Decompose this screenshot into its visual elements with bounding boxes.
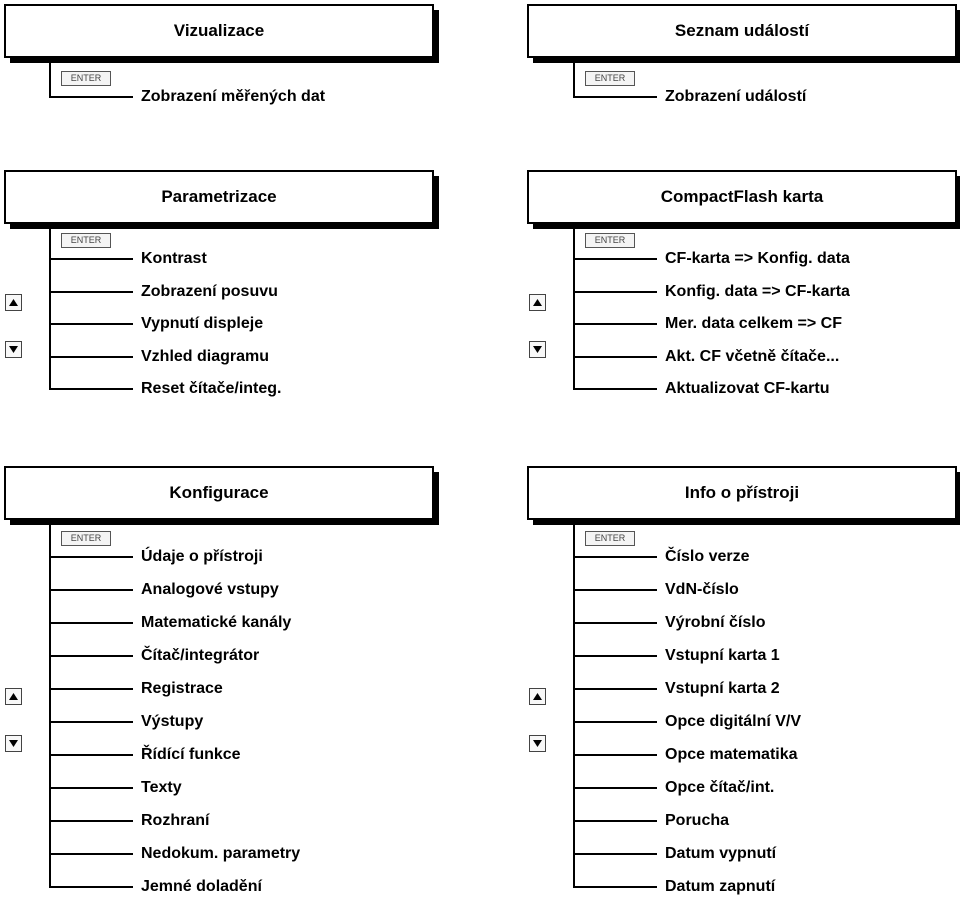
arrow-up-icon xyxy=(529,294,546,311)
tree-trunk-line xyxy=(573,226,575,390)
tree-branch-line xyxy=(49,688,133,690)
tree-branch-line xyxy=(49,556,133,558)
menu-title: Vizualizace xyxy=(173,21,265,40)
tree-branch-line xyxy=(573,556,657,558)
tree-branch-line xyxy=(49,589,133,591)
enter-key-icon: ENTER xyxy=(585,531,635,546)
tree-branch-line xyxy=(573,886,657,888)
menu-title-box-seznam-udalosti[interactable] xyxy=(527,4,957,58)
menu-item-vzhled-diagramu[interactable]: Vzhled diagramu xyxy=(141,347,270,365)
arrow-down-icon xyxy=(5,735,22,752)
menu-item-mer-data-celkem-cf[interactable]: Mer. data celkem => CF xyxy=(665,315,842,332)
menu-item-nedokum-parametry[interactable]: Nedokum. parametry xyxy=(141,845,301,862)
menu-title-box-info-o-pristroji[interactable] xyxy=(527,466,957,520)
tree-branch-line xyxy=(49,754,133,756)
arrow-up-icon xyxy=(5,688,22,705)
tree-branch-line xyxy=(49,291,133,293)
menu-title: CompactFlash karta xyxy=(660,187,824,206)
tree-branch-line xyxy=(573,388,657,390)
tree-branch-line xyxy=(573,291,657,293)
enter-key-icon: ENTER xyxy=(61,71,111,86)
menu-item-cf-karta-konfig-data[interactable]: CF-karta => Konfig. data xyxy=(665,250,850,267)
menu-item-aktualizovat-cf-kartu[interactable]: Aktualizovat CF-kartu xyxy=(665,380,830,397)
tree-trunk-line xyxy=(573,522,575,888)
tree-branch-line xyxy=(49,853,133,855)
menu-item-analogove-vstupy[interactable]: Analogové vstupy xyxy=(141,581,279,598)
tree-branch-line xyxy=(573,356,657,358)
menu-item-rozhrani[interactable]: Rozhraní xyxy=(141,812,210,829)
arrow-up-icon xyxy=(529,688,546,705)
tree-branch-line xyxy=(573,853,657,855)
tree-branch-line xyxy=(49,388,133,390)
menu-item-datum-zapnuti[interactable]: Datum zapnutí xyxy=(665,878,776,895)
enter-key-icon: ENTER xyxy=(61,233,111,248)
menu-item-cislo-verze[interactable]: Číslo verze xyxy=(665,548,750,565)
arrow-down-icon xyxy=(529,341,546,358)
tree-branch-line xyxy=(49,356,133,358)
tree-branch-line xyxy=(573,787,657,789)
enter-key-icon: ENTER xyxy=(585,233,635,248)
menu-item-porucha[interactable]: Porucha xyxy=(665,812,730,829)
tree-branch-line xyxy=(573,820,657,822)
menu-item-citac-integrator[interactable]: Čítač/integrátor xyxy=(141,647,260,664)
menu-title: Seznam událostí xyxy=(674,21,810,40)
tree-branch-line xyxy=(49,258,133,260)
enter-key-icon: ENTER xyxy=(585,71,635,86)
tree-branch-line xyxy=(49,655,133,657)
tree-branch-line xyxy=(573,754,657,756)
menu-item-konfig-data-cf-karta[interactable]: Konfig. data => CF-karta xyxy=(665,282,850,300)
tree-branch-line xyxy=(49,787,133,789)
menu-item-zobrazeni-posuvu[interactable]: Zobrazení posuvu xyxy=(141,282,278,300)
enter-key-icon: ENTER xyxy=(61,531,111,546)
menu-item-akt-cf-vcetne-citace[interactable]: Akt. CF včetně čítače... xyxy=(665,347,840,365)
menu-item-vyrobni-cislo[interactable]: Výrobní číslo xyxy=(665,614,766,631)
tree-branch-line xyxy=(49,622,133,624)
menu-item-vypnuti-displeje[interactable]: Vypnutí displeje xyxy=(141,315,264,332)
tree-branch-line xyxy=(573,323,657,325)
tree-trunk-line xyxy=(49,522,51,888)
menu-title: Parametrizace xyxy=(161,187,277,206)
tree-trunk-line xyxy=(49,60,51,98)
menu-item-ridici-funkce[interactable]: Řídící funkce xyxy=(141,746,241,763)
tree-trunk-line xyxy=(573,60,575,98)
tree-branch-line xyxy=(49,820,133,822)
tree-branch-line xyxy=(573,589,657,591)
tree-branch-line xyxy=(49,96,133,98)
menu-item-zobrazeni-merenych-dat[interactable]: Zobrazení měřených dat xyxy=(141,88,326,105)
menu-item-datum-vypnuti[interactable]: Datum vypnutí xyxy=(665,845,777,862)
tree-branch-line xyxy=(573,258,657,260)
tree-branch-line xyxy=(573,622,657,624)
menu-item-texty[interactable]: Texty xyxy=(141,779,182,796)
tree-branch-line xyxy=(49,721,133,723)
menu-title: Info o přístroji xyxy=(684,483,800,502)
menu-item-vdn-cislo[interactable]: VdN-číslo xyxy=(665,581,739,598)
menu-item-kontrast[interactable]: Kontrast xyxy=(141,250,207,267)
menu-item-zobrazeni-udalosti[interactable]: Zobrazení událostí xyxy=(665,88,807,105)
menu-item-matematicke-kanaly[interactable]: Matematické kanály xyxy=(141,614,292,631)
tree-branch-line xyxy=(49,323,133,325)
tree-branch-line xyxy=(573,655,657,657)
menu-item-opce-digitalni-v-v[interactable]: Opce digitální V/V xyxy=(665,713,802,730)
menu-title-box-vizualizace[interactable] xyxy=(4,4,434,58)
arrow-down-icon xyxy=(5,341,22,358)
menu-item-udaje-o-pristroji[interactable]: Údaje o přístroji xyxy=(141,548,263,565)
tree-trunk-line xyxy=(49,226,51,390)
arrow-down-icon xyxy=(529,735,546,752)
tree-branch-line xyxy=(49,886,133,888)
menu-title-box-konfigurace[interactable] xyxy=(4,466,434,520)
tree-branch-line xyxy=(573,721,657,723)
menu-item-vstupni-karta-1[interactable]: Vstupní karta 1 xyxy=(665,647,780,664)
tree-branch-line xyxy=(573,688,657,690)
menu-title-box-compactflash-karta[interactable] xyxy=(527,170,957,224)
menu-item-vystupy[interactable]: Výstupy xyxy=(141,713,204,730)
arrow-up-icon xyxy=(5,294,22,311)
tree-branch-line xyxy=(573,96,657,98)
menu-item-opce-matematika[interactable]: Opce matematika xyxy=(665,746,798,763)
menu-title-box-parametrizace[interactable] xyxy=(4,170,434,224)
menu-title: Konfigurace xyxy=(169,483,269,502)
menu-item-registrace[interactable]: Registrace xyxy=(141,680,223,697)
menu-item-opce-citac-int[interactable]: Opce čítač/int. xyxy=(665,779,775,796)
menu-item-jemne-doladeni[interactable]: Jemné doladění xyxy=(141,878,262,895)
menu-item-reset-citace-integ[interactable]: Reset čítače/integ. xyxy=(141,380,282,397)
menu-item-vstupni-karta-2[interactable]: Vstupní karta 2 xyxy=(665,680,780,697)
